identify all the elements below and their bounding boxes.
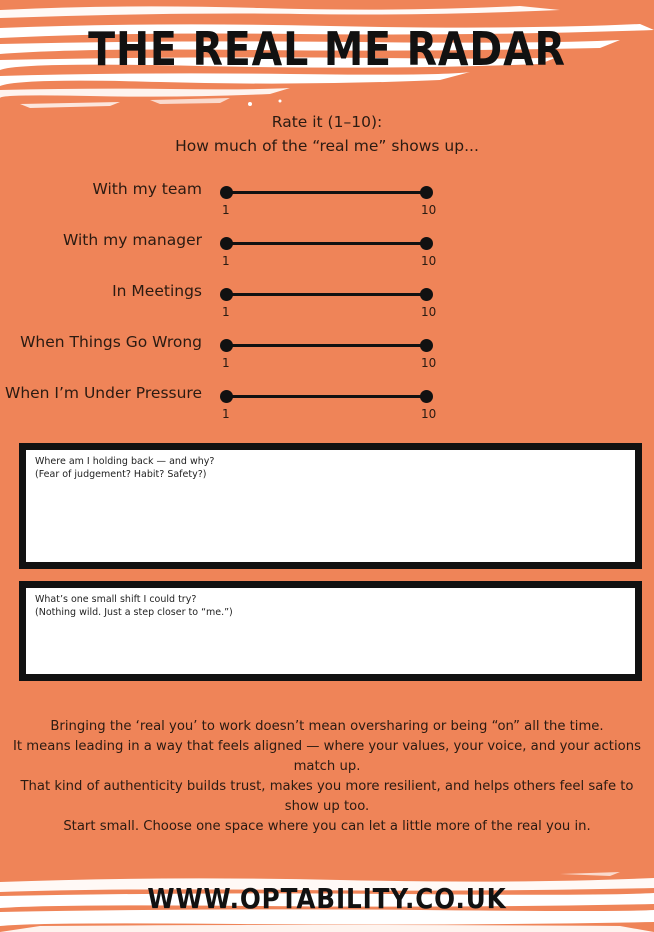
scale-max-value: 10 — [421, 407, 437, 421]
closing-line: Start small. Choose one space where you can let a little more of the real you in. — [63, 819, 591, 834]
reflection-prompt — [35, 593, 233, 619]
instructions-line-2: How much of the “real me” shows up... — [175, 137, 479, 155]
scale-label: When I’m Under Pressure — [5, 384, 202, 402]
scale-row-under-pressure — [0, 384, 654, 424]
scale-min-value: 1 — [222, 305, 230, 319]
prompt-question: What’s one small shift I could try? — [35, 594, 197, 605]
slider-min-handle[interactable] — [220, 237, 233, 250]
scale-row-team — [0, 180, 654, 220]
scale-label: In Meetings — [112, 282, 202, 300]
closing-line: It means leading in a way that feels aligned — where your values, your voice, and your actions match up. — [13, 739, 641, 774]
website-link[interactable]: WWW.OPTABILITY.CO.UK — [147, 882, 507, 915]
prompt-question: Where am I holding back — and why? — [35, 456, 215, 467]
scale-label: When Things Go Wrong — [20, 333, 202, 351]
instructions — [0, 110, 654, 158]
slider-min-handle[interactable] — [220, 186, 233, 199]
closing-text — [10, 717, 644, 837]
rating-slider-track[interactable] — [226, 293, 428, 296]
scale-min-value: 1 — [222, 356, 230, 370]
rating-slider-track[interactable] — [226, 395, 428, 398]
slider-max-handle[interactable] — [420, 390, 433, 403]
closing-line: Bringing the ‘real you’ to work doesn’t mean oversharing or being “on” all the time. — [50, 719, 604, 734]
scale-max-value: 10 — [421, 203, 437, 217]
scale-row-meetings — [0, 282, 654, 322]
scale-min-value: 1 — [222, 254, 230, 268]
slider-max-handle[interactable] — [420, 186, 433, 199]
reflection-prompt — [35, 455, 214, 481]
scale-max-value: 10 — [421, 305, 437, 319]
scale-min-value: 1 — [222, 407, 230, 421]
reflection-box-holding-back[interactable] — [19, 443, 642, 569]
reflection-box-small-shift[interactable] — [19, 581, 642, 681]
page-title: THE REAL ME RADAR — [88, 22, 566, 76]
rating-slider-track[interactable] — [226, 242, 428, 245]
prompt-hint: (Fear of judgement? Habit? Safety?) — [35, 469, 207, 480]
scale-max-value: 10 — [421, 356, 437, 370]
rating-slider-track[interactable] — [226, 191, 428, 194]
prompt-hint: (Nothing wild. Just a step closer to “me.”) — [35, 607, 233, 618]
slider-min-handle[interactable] — [220, 390, 233, 403]
instructions-line-1: Rate it (1–10): — [271, 113, 383, 131]
scale-label: With my team — [92, 180, 202, 198]
scale-row-manager — [0, 231, 654, 271]
scale-row-things-go-wrong — [0, 333, 654, 373]
slider-max-handle[interactable] — [420, 339, 433, 352]
slider-min-handle[interactable] — [220, 288, 233, 301]
rating-slider-track[interactable] — [226, 344, 428, 347]
closing-line: That kind of authenticity builds trust, makes you more resilient, and helps others feel safe to show up too. — [20, 779, 634, 814]
scale-min-value: 1 — [222, 203, 230, 217]
scale-max-value: 10 — [421, 254, 437, 268]
scale-label: With my manager — [63, 231, 202, 249]
slider-min-handle[interactable] — [220, 339, 233, 352]
slider-max-handle[interactable] — [420, 288, 433, 301]
slider-max-handle[interactable] — [420, 237, 433, 250]
